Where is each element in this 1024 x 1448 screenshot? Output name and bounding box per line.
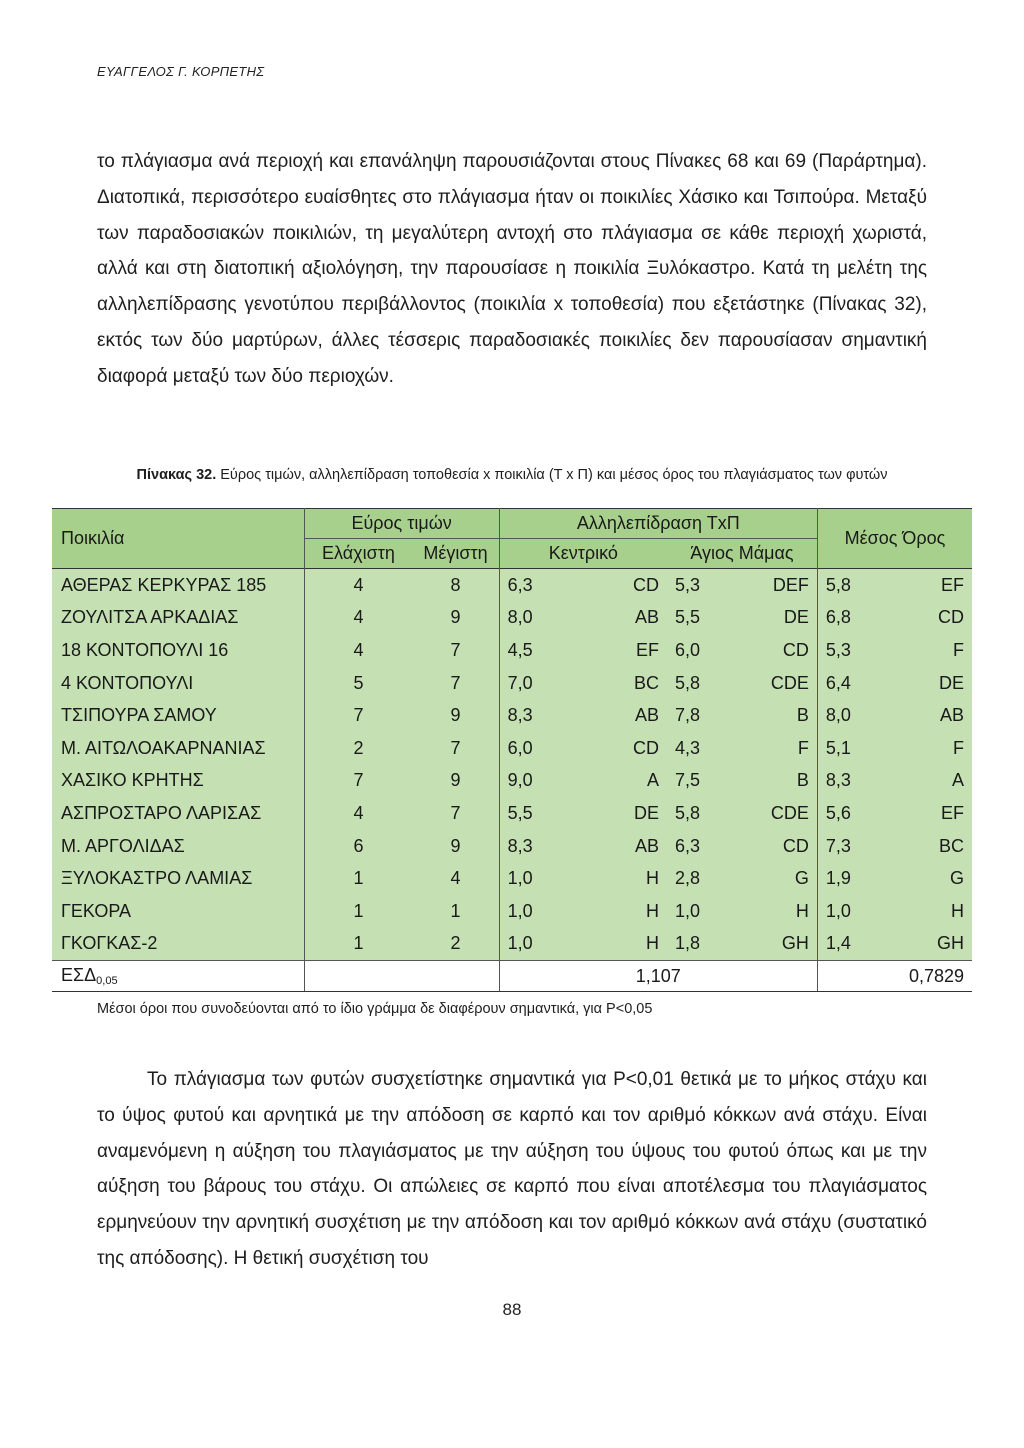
mean-group: G: [949, 868, 964, 889]
agios-value: 6,3: [675, 835, 701, 856]
mean-value: 5,1: [825, 737, 851, 758]
variety-name: Μ. ΑΙΤΩΛΟΑΚΑΡΝΑΝΙΑΣ: [52, 732, 304, 765]
header-agios: Άγιος Μάμας: [667, 539, 817, 569]
table-row: [52, 928, 972, 961]
table-row: [52, 732, 972, 765]
variety-name: Μ. ΑΡΓΟΛΙΔΑΣ: [52, 830, 304, 863]
variety-name: ΓΕΚΟΡΑ: [52, 895, 304, 928]
agios-value: 5,3: [675, 574, 701, 595]
central-value: 1,0: [507, 933, 533, 954]
paragraph-correlation: Το πλάγιασμα των φυτών συσχετίστηκε σημαντικά για P<0,01 θετικά με το μήκος στάχυ και το ύψος φυτού και αρνητικά με την απόδοση σε καρπό και τον αριθμό κόκκων ανά στάχυ. Είναι αναμενόμενη η αύξηση του πλαγιάσματος με την αύξηση του ύψους του φυτού όπως και με την αύξηση του βάρους του στάχυ. Οι απώλειες σε καρπό που είναι αποτέλεσμα του πλαγιάσματος ερμηνεύουν την αρνητική συσχέτιση με την απόδοση και τον αριθμό κόκκων ανά στάχυ (συστατικό της απόδοσης). Η θετική συσχέτιση του: [97, 1069, 927, 1269]
variety-name: ΤΣΙΠΟΥΡΑ ΣΑΜΟΥ: [52, 699, 304, 732]
agios-group: B: [796, 770, 809, 791]
min-value: 7: [304, 765, 412, 798]
header-variety: Ποικιλία: [52, 509, 304, 569]
table-body: [52, 569, 972, 961]
max-value: 4: [412, 862, 499, 895]
max-value: 9: [412, 699, 499, 732]
mean-group: BC: [938, 835, 964, 856]
min-value: 4: [304, 634, 412, 667]
mean-group: CD: [938, 607, 964, 628]
paragraph-intro: το πλάγιασμα ανά περιοχή και επανάληψη παρουσιάζονται στους Πίνακες 68 και 69 (Παράρτημα). Διατοπικά, περισσότερο ευαίσθητες στο πλάγιασμα ήταν οι ποικιλίες Χάσικο και Τσιπούρα. Μεταξύ των παραδοσιακών ποικιλιών, τη μεγαλύτερη αντοχή στο πλάγιασμα σε κάθε περιοχή χωριστά, αλλά και στη διατοπική αξιολόγηση, την παρουσίασε η ποικιλία Ξυλόκαστρο. Κατά τη μελέτη της αλληλεπίδρασης γενοτύπου περιβάλλοντος (ποικιλία x τοποθεσία) που εξετάστηκε (Πίνακας 32), εκτός των δύο μαρτύρων, άλλες τέσσερις παραδοσιακές ποικιλίες δεν παρουσίασαν σημαντική διαφορά μεταξύ των δύο περιοχών.: [97, 151, 927, 387]
central-value: 9,0: [507, 770, 533, 791]
max-value: 9: [412, 765, 499, 798]
table-row: [52, 699, 972, 732]
central-value: 8,3: [507, 705, 533, 726]
agios-group: CD: [782, 835, 809, 856]
agios-value: 5,8: [675, 802, 701, 823]
variety-name: ΓΚΟΓΚΑΣ-2: [52, 928, 304, 961]
agios-value: 1,8: [675, 933, 701, 954]
variety-name: ΞΥΛΟΚΑΣΤΡΟ ΛΑΜΙΑΣ: [52, 862, 304, 895]
central-group: AB: [634, 607, 659, 628]
table-row: [52, 797, 972, 830]
variety-name: ΧΑΣΙΚΟ ΚΡΗΤΗΣ: [52, 765, 304, 798]
header-range: Εύρος τιμών: [304, 509, 499, 539]
variety-name: 18 ΚΟΝΤΟΠΟΥΛΙ 16: [52, 634, 304, 667]
agios-group: GH: [781, 933, 809, 954]
mean-value: 6,8: [825, 607, 851, 628]
table-caption-text: Εύρος τιμών, αλληλεπίδραση τοποθεσία x ποικιλία (Τ x Π) και μέσος όρος του πλαγιάσματος των φυτών: [216, 467, 888, 483]
mean-value: 7,3: [825, 835, 851, 856]
mean-value: 6,4: [825, 672, 851, 693]
agios-value: 4,3: [675, 737, 701, 758]
agios-value: 2,8: [675, 868, 701, 889]
mean-group: H: [951, 900, 964, 921]
central-value: 5,5: [507, 802, 533, 823]
min-value: 6: [304, 830, 412, 863]
mean-value: 1,9: [825, 868, 851, 889]
agios-group: DEF: [772, 574, 809, 595]
min-value: 4: [304, 602, 412, 635]
min-value: 1: [304, 862, 412, 895]
table-caption-label: Πίνακας 32.: [136, 467, 217, 483]
mean-value: 8,0: [825, 705, 851, 726]
esd-subscript: 0,05: [96, 975, 118, 988]
esd-label: $E\Sigma\Delta_{0,05}$: [52, 961, 304, 992]
central-value: 8,3: [507, 835, 533, 856]
central-group: EF: [635, 639, 659, 660]
variety-table: [52, 508, 972, 992]
central-value: 1,0: [507, 868, 533, 889]
agios-group: F: [797, 737, 809, 758]
max-value: 8: [412, 569, 499, 602]
table-caption: [97, 467, 927, 484]
min-value: 4: [304, 569, 412, 602]
mean-group: EF: [940, 802, 964, 823]
min-value: 2: [304, 732, 412, 765]
central-group: AB: [634, 705, 659, 726]
header-max: Μέγιστη: [412, 539, 499, 569]
central-group: DE: [633, 802, 659, 823]
mean-group: DE: [938, 672, 964, 693]
mean-group: F: [953, 639, 964, 660]
max-value: 9: [412, 602, 499, 635]
agios-group: B: [796, 705, 809, 726]
running-header: ΕΥΑΓΓΕΛΟΣ Γ. ΚΟΡΠΕΤΗΣ: [97, 64, 265, 79]
mean-value: 1,4: [825, 933, 851, 954]
agios-value: 7,5: [675, 770, 701, 791]
header-central: Κεντρικό: [499, 539, 667, 569]
mean-group: F: [953, 737, 964, 758]
max-value: 1: [412, 895, 499, 928]
mean-value: 5,3: [825, 639, 851, 660]
agios-group: G: [794, 868, 809, 889]
table-row: [52, 634, 972, 667]
mean-value: 5,6: [825, 802, 851, 823]
agios-group: CD: [782, 639, 809, 660]
min-value: 7: [304, 699, 412, 732]
variety-name: ΖΟΥΛΙΤΣΑ ΑΡΚΑΔΙΑΣ: [52, 602, 304, 635]
page-number: 88: [502, 1300, 522, 1319]
central-value: 7,0: [507, 672, 533, 693]
agios-value: 6,0: [675, 639, 701, 660]
agios-value: 7,8: [675, 705, 701, 726]
central-value: 8,0: [507, 607, 533, 628]
table-row: [52, 862, 972, 895]
central-group: H: [646, 868, 659, 889]
central-group: A: [646, 770, 659, 791]
table-row: [52, 830, 972, 863]
esd-mean: 0,7829: [817, 961, 972, 992]
agios-value: 5,5: [675, 607, 701, 628]
mean-value: 1,0: [825, 900, 851, 921]
min-value: 5: [304, 667, 412, 700]
table-footnote: Μέσοι όροι που συνοδεύονται από το ίδιο γράμμα δε διαφέρουν σημαντικά, για P<0,05: [97, 1001, 653, 1017]
agios-value: 1,0: [675, 900, 701, 921]
central-group: H: [646, 933, 659, 954]
max-value: 9: [412, 830, 499, 863]
agios-group: H: [795, 900, 809, 921]
max-value: 7: [412, 797, 499, 830]
central-group: AB: [634, 835, 659, 856]
min-value: 1: [304, 895, 412, 928]
central-group: H: [646, 900, 659, 921]
table-row: [52, 569, 972, 602]
variety-name: 4 ΚΟΝΤΟΠΟΥΛΙ: [52, 667, 304, 700]
mean-value: 5,8: [825, 574, 851, 595]
header-min: Ελάχιστη: [304, 539, 412, 569]
central-group: CD: [633, 737, 659, 758]
agios-group: CDE: [770, 802, 809, 823]
agios-group: DE: [783, 607, 809, 628]
variety-name: ΑΘΕΡΑΣ ΚΕΡΚΥΡΑΣ 185: [52, 569, 304, 602]
esd-row: [52, 961, 972, 992]
max-value: 7: [412, 667, 499, 700]
mean-group: EF: [940, 574, 964, 595]
header-mean: Μέσος Όρος: [817, 509, 972, 569]
mean-group: A: [951, 770, 964, 791]
mean-group: AB: [939, 705, 964, 726]
central-value: 6,0: [507, 737, 533, 758]
table-row: [52, 895, 972, 928]
table-row: [52, 602, 972, 635]
agios-group: CDE: [770, 672, 809, 693]
header-interaction: Αλληλεπίδραση ΤxΠ: [499, 509, 817, 539]
max-value: 7: [412, 634, 499, 667]
mean-value: 8,3: [825, 770, 851, 791]
variety-name: ΑΣΠΡΟΣΤΑΡΟ ΛΑΡΙΣΑΣ: [52, 797, 304, 830]
agios-value: 5,8: [675, 672, 701, 693]
min-value: 4: [304, 797, 412, 830]
central-value: 4,5: [507, 639, 533, 660]
esd-interaction: 1,107: [499, 961, 817, 992]
table-row: [52, 765, 972, 798]
central-value: 1,0: [507, 900, 533, 921]
mean-group: GH: [937, 933, 964, 954]
central-group: CD: [633, 574, 659, 595]
central-group: BC: [633, 672, 659, 693]
central-value: 6,3: [507, 574, 533, 595]
max-value: 2: [412, 928, 499, 961]
table-row: [52, 667, 972, 700]
min-value: 1: [304, 928, 412, 961]
max-value: 7: [412, 732, 499, 765]
